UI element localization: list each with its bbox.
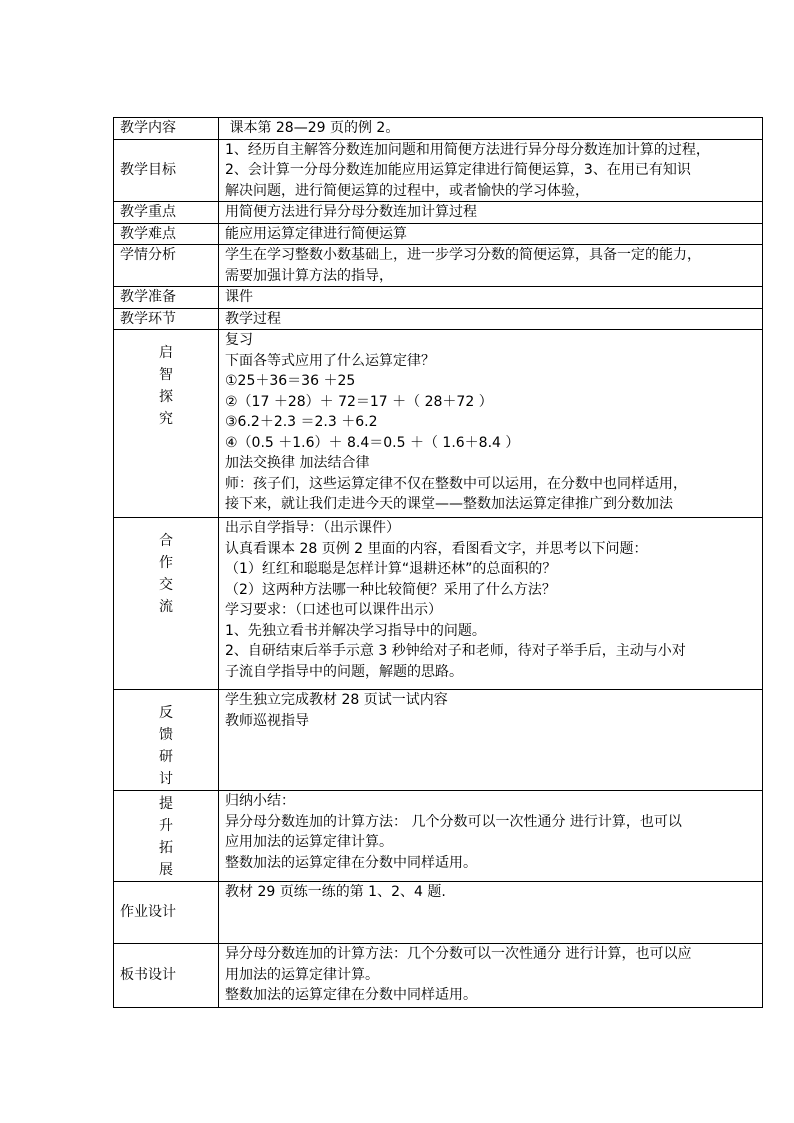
lesson-plan-table [113, 117, 763, 1008]
row-explore [114, 330, 763, 518]
feedback-text: 学生独立完成教材 28 页试一试内容 教师巡视指导 [219, 690, 763, 791]
extend-text: 归纳小结： 异分母分数连加的计算方法： 几个分数可以一次性通分 进行计算，也可以 应用加法的运算定律计算。 整数加法的运算定律在分数中同样适用。 [219, 791, 763, 882]
analysis-line-2: 需要加强计算方法的指导， [225, 267, 393, 284]
teaching-content-text: 课本第 28—29 页的例 2。 [219, 118, 763, 140]
row-cooperate [114, 518, 763, 690]
row-student-analysis [114, 245, 763, 287]
row-board [114, 944, 763, 1008]
preparation-text: 课件 [219, 287, 763, 309]
row-teaching-content [114, 118, 763, 140]
board-text: 异分母分数连加的计算方法：几个分数可以一次性通分 进行计算，也可以应 用加法的运算定律计算。 整数加法的运算定律在分数中同样适用。 [219, 944, 763, 1008]
label-difficulty: 教学难点 [114, 223, 219, 245]
label-key-point: 教学重点 [114, 202, 219, 224]
row-teaching-goals [114, 139, 763, 202]
cooperate-text: 出示自学指导：（出示课件） 认真看课本 28 页例 2 里面的内容，看图看文字，并思考以下问题： （1）红红和聪聪是怎样计算“退耕还林”的总面积的？ （2）这两种方法哪一种比较简便？采用了什么方法？ 学习要求：（口述也可以课件出示） 1、先独立看书并解决学习指导中的问题。 2、自研结束后举手示意 3 秒钟给对子和老师，待对子举手后，主动与小对 子流自学指导中的问题，解题的思路。 [219, 518, 763, 690]
label-teaching-content: 教学内容 [114, 118, 219, 140]
key-point-text: 用简便方法进行异分母分数连加计算过程 [219, 202, 763, 224]
row-difficulty [114, 223, 763, 245]
row-homework [114, 882, 763, 944]
teaching-goals-text [219, 139, 763, 202]
label-explore: 启 智 探 究 [114, 330, 219, 518]
label-student-analysis: 学情分析 [114, 245, 219, 287]
label-cooperate: 合 作 交 流 [114, 518, 219, 690]
label-homework: 作业设计 [114, 882, 219, 944]
label-teaching-goals: 教学目标 [114, 139, 219, 202]
student-analysis-text [219, 245, 763, 287]
goals-line-2: 2、会计算一分母分数连加能应用运算定律进行简便运算，3、在用已有知识 [225, 162, 691, 178]
steps-header-text: 教学过程 [219, 308, 763, 330]
label-steps: 教学环节 [114, 308, 219, 330]
label-feedback: 反 馈 研 讨 [114, 690, 219, 791]
row-steps-header [114, 308, 763, 330]
homework-text: 教材 29 页练一练的第 1、2、4 题. [219, 882, 763, 944]
row-preparation [114, 287, 763, 309]
goals-line-1: 1、经历自主解答分数连加问题和用简便方法进行异分母分数连加计算的过程， [225, 141, 710, 158]
label-extend: 提 升 拓 展 [114, 791, 219, 882]
difficulty-text: 能应用运算定律进行简便运算 [219, 223, 763, 245]
goals-line-3: 解决问题，进行简便运算的过程中，或者愉快的学习体验， [225, 182, 589, 199]
row-key-point [114, 202, 763, 224]
analysis-line-1: 学生在学习整数小数基础上，进一步学习分数的简便运算，具备一定的能力， [225, 247, 701, 263]
row-extend [114, 791, 763, 882]
label-board: 板书设计 [114, 944, 219, 1008]
row-feedback [114, 690, 763, 791]
explore-text: 复习 下面各等式应用了什么运算定律？ ①25＋36＝36 ＋25 ②（17 ＋28）＋ 72＝17 ＋（ 28＋72 ） ③6.2＋2.3 ＝2.3 ＋6.2 ④（0.5 ＋1.6）＋ 8.4＝0.5 ＋（ 1.6＋8.4 ） 加法交换律 加法结合律 师：孩子们，这些运算定律不仅在整数中可以运用，在分数中也同样适用， 接下来，就让我们走进今天的课堂——整数加法运算定律推广到分数加法 [219, 330, 763, 518]
label-preparation: 教学准备 [114, 287, 219, 309]
